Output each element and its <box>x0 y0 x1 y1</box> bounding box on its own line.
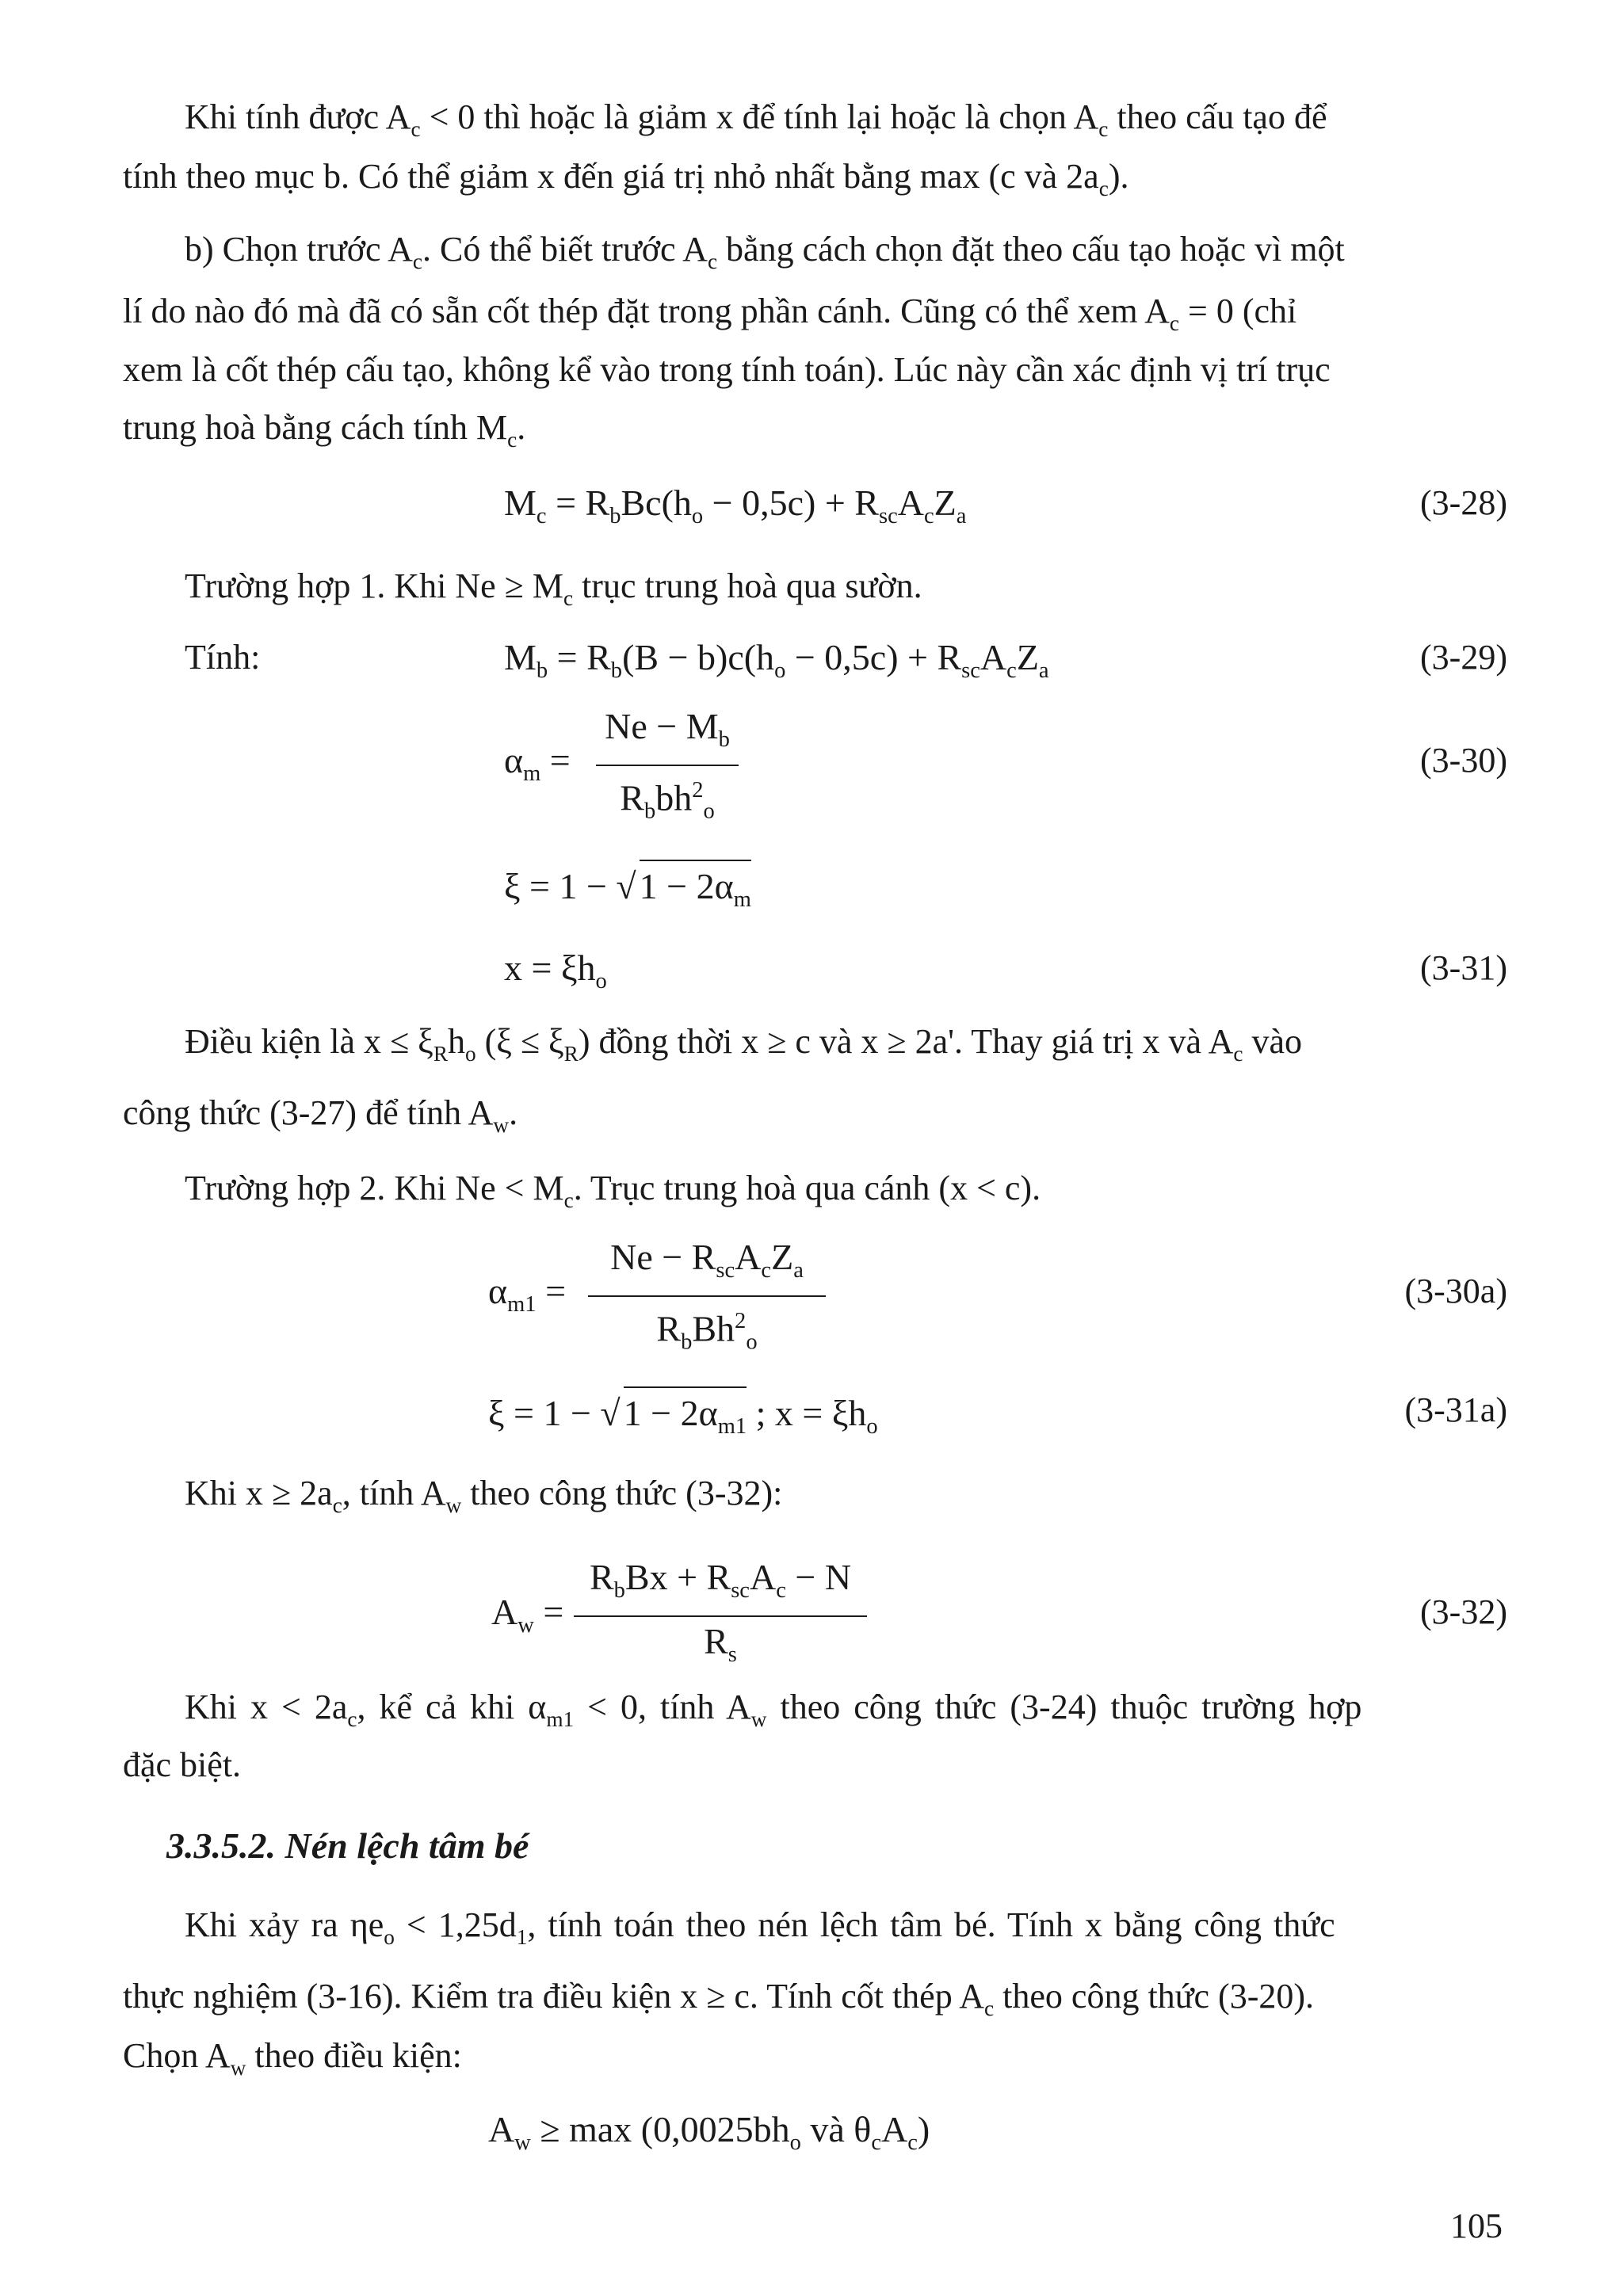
paragraph-line: lí do nào đó mà đã có sẵn cốt thép đặt trong phần cánh. Cũng có thể xem $A_c = 0$ (chỉ <box>123 292 1297 335</box>
equation-3-32-fraction: $R_bBx + R_{sc}A_c - N$ $R_s$ <box>574 1554 867 1678</box>
equation-3-30a-lhs: $\alpha_{m1}$ = <box>488 1271 567 1318</box>
equation-3-32-lhs: $A_w$ = <box>491 1592 564 1638</box>
paragraph-line: Khi $x \ge 2a_c$, tính $A_w$ theo công thức (3-32): <box>185 1474 783 1517</box>
page-number: 105 <box>1450 2206 1503 2245</box>
label-tinh: Tính: <box>185 638 261 677</box>
paragraph-line: trung hoà bằng cách tính $M_c$. <box>123 408 526 452</box>
equation-3-30a-fraction: $Ne - R_{sc}A_cZ_a$ $R_bBh^2_o$ <box>588 1234 826 1366</box>
equation-3-28: $M_c = R_bBc(h_o - 0,5c) + R_{sc}A_cZ_a$ <box>504 482 967 529</box>
paragraph-line: công thức (3-27) để tính $A_w$. <box>123 1093 518 1137</box>
equation-final: $A_w \ge \max (0,0025bh_o$ và $\theta_cA_c$) <box>488 2109 930 2156</box>
equation-3-31: $x = \xi h_o$ <box>504 948 607 994</box>
equation-number: (3-30a) <box>1404 1272 1507 1310</box>
equation-3-30-lhs: $\alpha_m$ = <box>504 740 571 787</box>
paragraph-line: tính theo mục b. Có thể giảm x đến giá trị nhỏ nhất bằng max (c và $2a_c$). <box>123 157 1129 200</box>
equation-number: (3-29) <box>1420 638 1507 677</box>
paragraph-line: đặc biệt. <box>123 1745 242 1784</box>
equation-number: (3-32) <box>1420 1592 1507 1631</box>
equation-3-29: $M_b = R_b(B - b)c(h_o - 0,5c) + R_{sc}A_cZ_a$ <box>504 637 1049 684</box>
equation-3-31a: $\xi = 1 - √1 - 2\alpha_{m1}$ ; $x = \xi h_o$ <box>488 1386 878 1451</box>
equation-number: (3-28) <box>1420 483 1507 522</box>
paragraph-line: Trường hợp 1. Khi $Ne \ge M_c$ trục trung hoà qua sườn. <box>185 566 922 610</box>
paragraph-line: thực nghiệm (3-16). Kiểm tra điều kiện x ≥ c. Tính cốt thép $A_c$ theo công thức (3-20). <box>123 1977 1314 2020</box>
equation-number: (3-31) <box>1420 948 1507 987</box>
equation-number: (3-31a) <box>1404 1390 1507 1429</box>
equation-xi: $\xi = 1 - √1 - 2\alpha_m$ <box>504 860 751 924</box>
equation-number: (3-30) <box>1420 741 1507 780</box>
paragraph-line: Khi $x < 2a_c$, kể cả khi $\alpha_{m1} < 0$, tính $A_w$ theo công thức (3-24) thuộc trường hợp <box>185 1688 1362 1731</box>
section-heading: 3.3.5.2. Nén lệch tâm bé <box>166 1825 529 1866</box>
paragraph-line: b) Chọn trước $A_c$. Có thể biết trước $A_c$ bằng cách chọn đặt theo cấu tạo hoặc vì một <box>185 230 1345 273</box>
paragraph-line: Khi xảy ra $\eta e_o < 1,25d_1$, tính toán theo nén lệch tâm bé. Tính x bằng công thức <box>185 1905 1335 1949</box>
paragraph-line: Điều kiện là $x \le \xi_Rh_o$ $(\xi \le \xi_R)$ đồng thời x ≥ c và x ≥ 2a'. Thay giá trị x và $A_c$ vào <box>185 1022 1303 1066</box>
paragraph-line: Trường hợp 2. Khi $Ne < M_c$. Trục trung hoà qua cánh (x < c). <box>185 1169 1041 1212</box>
equation-3-30-fraction: $Ne - M_b$ $R_bbh^2_o$ <box>596 704 739 835</box>
paragraph-line: xem là cốt thép cấu tạo, không kể vào trong tính toán). Lúc này cần xác định vị trí trục <box>123 350 1331 389</box>
paragraph-line: Chọn $A_w$ theo điều kiện: <box>123 2036 462 2080</box>
paragraph-line: Khi tính được $A_c < 0$ thì hoặc là giảm x để tính lại hoặc là chọn $A_c$ theo cấu tạo để <box>185 97 1327 141</box>
